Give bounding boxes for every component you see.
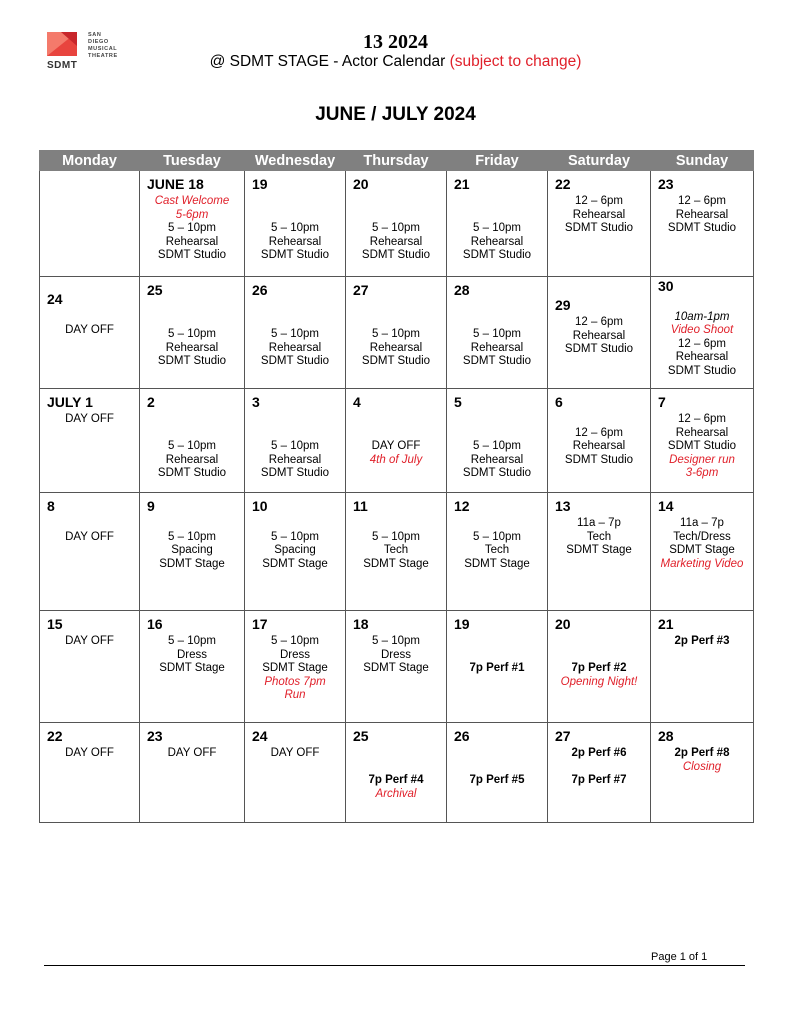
schedule-line: Rehearsal [675, 208, 729, 221]
schedule-line: Archival [375, 787, 417, 800]
schedule-line: Cast Welcome [154, 195, 230, 207]
month-title: JUNE / JULY 2024 [315, 104, 476, 125]
day-schedule [548, 747, 650, 788]
schedule-line: 5 – 10pm [271, 635, 319, 647]
calendar-table [39, 150, 754, 823]
schedule-line: Rehearsal [675, 351, 729, 363]
day-schedule [346, 517, 446, 571]
schedule-line: DAY OFF [167, 747, 217, 759]
calendar-day-cell [40, 389, 140, 493]
calendar-day-cell [548, 389, 651, 493]
week-row [40, 611, 754, 723]
calendar-day-cell [548, 611, 651, 723]
schedule-line: Closing [682, 760, 722, 773]
schedule-line: 7p Perf #2 [571, 662, 627, 674]
schedule-line: 5-6pm [175, 208, 209, 221]
calendar-day-cell [245, 611, 346, 723]
day-number: 12 [454, 498, 470, 514]
schedule-line: SDMT Stage [464, 557, 530, 570]
schedule-line: Marketing Video [660, 557, 744, 570]
schedule-line: SDMT Studio [157, 355, 227, 367]
day-number: 4 [353, 394, 361, 410]
schedule-line [346, 315, 446, 329]
day-schedule [140, 747, 244, 761]
schedule-line [346, 747, 446, 761]
schedule-line: Rehearsal [470, 341, 524, 354]
day-number: 24 [47, 291, 63, 307]
day-number: 9 [147, 498, 155, 514]
calendar-day-cell [447, 389, 548, 493]
schedule-line: 5 – 10pm [271, 328, 319, 340]
schedule-line: SDMT Studio [667, 440, 737, 452]
schedule-line [245, 209, 345, 223]
schedule-line: SDMT Studio [462, 355, 532, 367]
calendar-day-cell [548, 493, 651, 611]
day-schedule [651, 635, 753, 649]
day-number: 17 [252, 616, 268, 632]
schedule-line [447, 747, 547, 761]
schedule-line: 5 – 10pm [271, 440, 319, 452]
day-schedule [40, 747, 139, 761]
schedule-line: Tech/Dress [673, 530, 731, 543]
schedule-line: SDMT Studio [361, 249, 431, 261]
schedule-line: 12 – 6pm [678, 413, 726, 425]
schedule-line [548, 649, 650, 663]
schedule-line: DAY OFF [371, 440, 421, 452]
logo-name-line: MUSICAL [88, 46, 118, 52]
day-schedule [548, 195, 650, 236]
day-schedule [651, 747, 753, 774]
day-schedule [651, 413, 753, 481]
calendar-day-cell [651, 723, 754, 823]
day-schedule [447, 635, 547, 676]
calendar-day-cell [140, 723, 245, 823]
schedule-line [40, 310, 139, 324]
weekday-header: Friday [447, 151, 548, 171]
calendar-day-cell [140, 389, 245, 493]
schedule-line: Dress [380, 648, 412, 661]
schedule-line: Rehearsal [268, 341, 322, 354]
schedule-line: SDMT Studio [564, 343, 634, 355]
day-number: 6 [555, 394, 563, 410]
schedule-line: 5 – 10pm [271, 530, 319, 543]
calendar-day-cell [40, 723, 140, 823]
day-schedule [346, 195, 446, 263]
day-schedule [245, 635, 345, 703]
schedule-line [447, 315, 547, 329]
calendar-day-cell [447, 723, 548, 823]
schedule-line: Run [284, 689, 306, 701]
schedule-line: SDMT Stage [363, 662, 429, 674]
calendar-day-cell [40, 611, 140, 723]
schedule-line: SDMT Studio [157, 249, 227, 261]
day-number: 19 [454, 616, 470, 632]
schedule-line: DAY OFF [65, 530, 114, 543]
schedule-line: DAY OFF [65, 747, 114, 759]
schedule-line: 5 – 10pm [372, 530, 420, 543]
schedule-line: SDMT Stage [363, 557, 429, 570]
schedule-line [346, 413, 446, 427]
schedule-line: SDMT Stage [566, 544, 632, 556]
calendar-day-cell [245, 389, 346, 493]
day-schedule [40, 310, 139, 337]
day-schedule [140, 195, 244, 263]
schedule-line: 5 – 10pm [473, 530, 521, 543]
day-number: 22 [47, 728, 63, 744]
schedule-line: Rehearsal [268, 453, 322, 466]
day-schedule [346, 413, 446, 467]
day-number: JUNE 18 [147, 176, 204, 192]
schedule-line [447, 649, 547, 663]
day-schedule [40, 413, 139, 427]
day-number: 23 [658, 176, 674, 192]
schedule-line: 7p Perf #7 [571, 774, 627, 786]
schedule-line [245, 517, 345, 531]
schedule-line: 5 – 10pm [473, 222, 521, 234]
schedule-line: SDMT Stage [159, 662, 225, 674]
schedule-line [140, 301, 244, 315]
day-number: 29 [555, 297, 571, 313]
schedule-line: 5 – 10pm [168, 222, 216, 234]
schedule-line [40, 517, 139, 531]
calendar-day-cell [651, 611, 754, 723]
day-number: 21 [658, 616, 674, 632]
week-row [40, 277, 754, 389]
weekday-header: Monday [40, 151, 140, 171]
schedule-line: 5 – 10pm [372, 328, 420, 340]
subtitle-note: (subject to change) [449, 53, 582, 70]
day-schedule [447, 195, 547, 263]
day-number: 13 [555, 498, 571, 514]
schedule-line: 2p Perf #8 [674, 747, 730, 759]
weekday-header: Saturday [548, 151, 651, 171]
schedule-line: Rehearsal [470, 235, 524, 248]
day-schedule [346, 747, 446, 801]
calendar-day-cell [447, 611, 548, 723]
schedule-line: DAY OFF [65, 323, 114, 336]
schedule-line [140, 517, 244, 531]
day-number: 8 [47, 498, 55, 514]
schedule-line: SDMT Studio [667, 222, 737, 234]
schedule-line [346, 301, 446, 315]
schedule-line: 5 – 10pm [168, 530, 216, 543]
schedule-line [346, 195, 446, 209]
schedule-line: Rehearsal [165, 235, 219, 248]
day-schedule [548, 316, 650, 357]
schedule-line: 11a – 7p [577, 517, 621, 529]
schedule-line [140, 427, 244, 441]
schedule-line: DAY OFF [65, 635, 114, 647]
calendar-day-cell [40, 493, 140, 611]
day-schedule [447, 413, 547, 481]
document-title: 13 2024 [363, 31, 428, 53]
day-number: 2 [147, 394, 155, 410]
calendar-body [40, 171, 754, 823]
schedule-line: Rehearsal [165, 341, 219, 354]
schedule-line [651, 297, 753, 311]
schedule-line: 5 – 10pm [473, 440, 521, 452]
schedule-line [346, 517, 446, 531]
subtitle-text: @ SDMT STAGE - Actor Calendar [209, 53, 446, 70]
calendar-day-cell [651, 277, 754, 389]
day-number: 23 [147, 728, 163, 744]
schedule-line: 5 – 10pm [168, 440, 216, 452]
schedule-line: SDMT Studio [260, 355, 330, 367]
day-schedule [245, 413, 345, 481]
schedule-line: 12 – 6pm [678, 337, 726, 350]
schedule-line: Rehearsal [470, 453, 524, 466]
calendar-day-cell [40, 171, 140, 277]
day-number: 15 [47, 616, 63, 632]
day-schedule [447, 747, 547, 788]
schedule-line: SDMT Studio [260, 467, 330, 479]
day-schedule [140, 301, 244, 369]
document-subtitle [0, 53, 791, 71]
calendar-day-cell [447, 493, 548, 611]
day-number: 26 [454, 728, 470, 744]
schedule-line: 2p Perf #6 [571, 747, 627, 759]
day-schedule [346, 301, 446, 369]
day-number: 28 [454, 282, 470, 298]
day-number: 18 [353, 616, 369, 632]
calendar-day-cell [346, 723, 447, 823]
schedule-line [346, 209, 446, 223]
schedule-line: 10am-1pm [674, 310, 730, 323]
schedule-line: Tech [586, 530, 612, 543]
weekday-header-row [40, 151, 754, 171]
day-schedule [447, 301, 547, 369]
schedule-line: DAY OFF [270, 747, 320, 759]
calendar-day-cell [245, 493, 346, 611]
schedule-line [447, 427, 547, 441]
schedule-line [447, 635, 547, 649]
schedule-line: 5 – 10pm [372, 635, 420, 647]
schedule-line: 7p Perf #4 [368, 774, 424, 786]
day-number: 7 [658, 394, 666, 410]
calendar-day-cell [651, 493, 754, 611]
day-number: 16 [147, 616, 163, 632]
schedule-line: Video Shoot [670, 324, 734, 336]
day-number: 5 [454, 394, 462, 410]
schedule-line: Rehearsal [369, 235, 423, 248]
schedule-line [548, 761, 650, 775]
schedule-line: 5 – 10pm [168, 328, 216, 340]
calendar-day-cell [140, 171, 245, 277]
schedule-line: 11a – 7p [680, 517, 724, 529]
schedule-line: SDMT Studio [462, 467, 532, 479]
day-number: 22 [555, 176, 571, 192]
calendar-day-cell [140, 611, 245, 723]
calendar-day-cell [346, 277, 447, 389]
schedule-line: Rehearsal [572, 329, 626, 342]
calendar-day-cell [346, 493, 447, 611]
day-schedule [346, 635, 446, 676]
calendar-day-cell [548, 723, 651, 823]
schedule-line: SDMT Studio [157, 467, 227, 479]
schedule-line: 2p Perf #3 [674, 635, 730, 647]
schedule-line [447, 301, 547, 315]
schedule-line [346, 427, 446, 441]
logo-name-line: SAN [88, 32, 102, 38]
schedule-line: 12 – 6pm [575, 316, 623, 328]
day-schedule [245, 747, 345, 761]
day-number: 21 [454, 176, 470, 192]
schedule-line: Spacing [171, 544, 213, 556]
calendar-day-cell [140, 277, 245, 389]
day-schedule [447, 517, 547, 571]
calendar-day-cell [346, 611, 447, 723]
schedule-line: Rehearsal [268, 235, 322, 248]
schedule-line: SDMT Studio [667, 364, 737, 377]
day-number: 28 [658, 728, 674, 744]
day-number: 19 [252, 176, 268, 192]
day-number: 25 [147, 282, 163, 298]
schedule-line [245, 427, 345, 441]
schedule-line: Dress [176, 648, 208, 661]
schedule-line: Dress [279, 648, 311, 661]
schedule-line: 12 – 6pm [575, 195, 623, 207]
schedule-line [447, 413, 547, 427]
day-number: 30 [658, 278, 674, 294]
schedule-line: Spacing [274, 544, 316, 556]
day-number: 10 [252, 498, 268, 514]
week-row [40, 171, 754, 277]
schedule-line [245, 301, 345, 315]
schedule-line: 5 – 10pm [168, 635, 216, 647]
schedule-line: SDMT Studio [260, 249, 330, 261]
schedule-line [140, 315, 244, 329]
schedule-line: 7p Perf #1 [469, 662, 525, 674]
schedule-line: Rehearsal [165, 453, 219, 466]
week-row [40, 723, 754, 823]
schedule-line [447, 195, 547, 209]
day-number: 27 [555, 728, 571, 744]
day-schedule [651, 195, 753, 236]
calendar-day-cell [447, 277, 548, 389]
logo-abbreviation: SDMT [47, 60, 78, 71]
calendar-day-cell [651, 171, 754, 277]
schedule-line [447, 761, 547, 775]
schedule-line: SDMT Stage [262, 557, 328, 570]
schedule-line: Photos 7pm [264, 675, 326, 688]
schedule-line: Tech [484, 544, 510, 556]
schedule-line: 5 – 10pm [372, 222, 420, 234]
schedule-line: SDMT Studio [361, 355, 431, 367]
logo-name-line: THEATRE [88, 53, 118, 59]
day-number: 25 [353, 728, 369, 744]
schedule-line [245, 413, 345, 427]
week-row [40, 389, 754, 493]
day-schedule [40, 635, 139, 649]
day-schedule [548, 413, 650, 467]
day-schedule [651, 517, 753, 571]
calendar-day-cell [245, 171, 346, 277]
day-number [40, 171, 139, 195]
weekday-header: Tuesday [140, 151, 245, 171]
schedule-line: SDMT Stage [669, 544, 735, 556]
day-number: 27 [353, 282, 369, 298]
schedule-line [447, 517, 547, 531]
calendar-day-cell [651, 389, 754, 493]
schedule-line: Tech [383, 544, 409, 556]
schedule-line: SDMT Stage [159, 557, 225, 570]
schedule-line: Rehearsal [675, 426, 729, 439]
schedule-line: 12 – 6pm [678, 195, 726, 207]
calendar-day-cell [548, 171, 651, 277]
day-number: 14 [658, 498, 674, 514]
schedule-line: 12 – 6pm [575, 426, 623, 439]
schedule-line [245, 315, 345, 329]
schedule-line [245, 195, 345, 209]
schedule-line: 7p Perf #5 [469, 774, 525, 786]
schedule-line: Rehearsal [572, 440, 626, 452]
schedule-line: DAY OFF [65, 413, 114, 425]
day-schedule [40, 517, 139, 544]
day-number: 3 [252, 394, 260, 410]
day-number: 20 [555, 616, 571, 632]
footer-divider [44, 965, 745, 966]
calendar-day-cell [140, 493, 245, 611]
day-schedule [140, 413, 244, 481]
page-number: Page 1 of 1 [651, 951, 708, 963]
calendar-day-cell [245, 723, 346, 823]
day-schedule [245, 301, 345, 369]
calendar-day-cell [245, 277, 346, 389]
calendar-day-cell [346, 389, 447, 493]
schedule-line: SDMT Studio [462, 249, 532, 261]
schedule-line: 3-6pm [685, 467, 719, 479]
day-schedule [245, 195, 345, 263]
schedule-line: Rehearsal [572, 208, 626, 221]
schedule-line: 5 – 10pm [271, 222, 319, 234]
schedule-line: 4th of July [369, 453, 423, 466]
schedule-line: Opening Night! [560, 675, 638, 688]
day-schedule [548, 635, 650, 689]
schedule-line: SDMT Studio [564, 222, 634, 234]
calendar-day-cell [40, 277, 140, 389]
day-number: 11 [353, 498, 368, 514]
day-number: JULY 1 [47, 394, 93, 410]
weekday-header: Thursday [346, 151, 447, 171]
week-row [40, 493, 754, 611]
day-number: 26 [252, 282, 268, 298]
day-schedule [140, 517, 244, 571]
schedule-line: 5 – 10pm [473, 328, 521, 340]
day-schedule [140, 635, 244, 676]
schedule-line [346, 761, 446, 775]
schedule-line: Designer run [669, 453, 735, 466]
weekday-header: Sunday [651, 151, 754, 171]
day-number: 24 [252, 728, 268, 744]
day-schedule [548, 517, 650, 558]
schedule-line: SDMT Stage [262, 662, 328, 674]
day-schedule [245, 517, 345, 571]
schedule-line [548, 635, 650, 649]
schedule-line: Rehearsal [369, 341, 423, 354]
schedule-line [548, 413, 650, 427]
schedule-line: SDMT Studio [564, 453, 634, 466]
day-number: 20 [353, 176, 369, 192]
weekday-header: Wednesday [245, 151, 346, 171]
schedule-line [447, 209, 547, 223]
day-schedule [651, 297, 753, 378]
calendar-day-cell [548, 277, 651, 389]
schedule-line [140, 413, 244, 427]
logo-name-line: DIEGO [88, 39, 109, 45]
calendar-day-cell [447, 171, 548, 277]
calendar-day-cell [346, 171, 447, 277]
